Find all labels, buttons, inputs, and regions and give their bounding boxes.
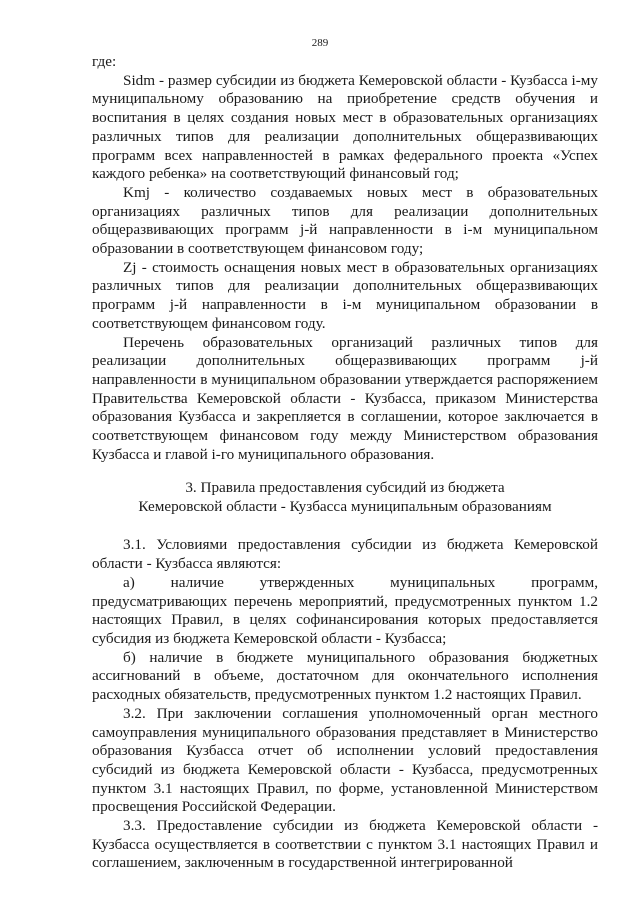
clause-3-2: 3.2. При заключении соглашения уполномоченный орган местного самоуправления муниципального образования представляет в Министерство образования Кузбасса отчет об исполнении условий предоставления субсидий из бюджета Кемеровской области - Кузбасса, предусмотренных пунктом 3.1 настоящих Правил, по форме, установленной Министерством просвещения Российской Федерации. (92, 704, 598, 816)
clause-3-1-b: б) наличие в бюджете муниципального образования бюджетных ассигнований в объеме, достаточном для окончательного исполнения расходных обязательств, предусмотренных пунктом 1.2 настоящих Правил. (92, 648, 598, 704)
section-spacer (92, 516, 598, 536)
paragraph-organizations-list: Перечень образовательных организаций различных типов для реализации дополнительных общеразвивающих программ j-й направленности в муниципальном образовании утверждается распоряжением Правительства Кемеровской области - Кузбасса, приказом Министерства образования Кузбасса и закрепляется в соглашении, которое заключается в соответствующем финансовом году между Министерством образования Кузбасса и главой i-го муниципального образования. (92, 333, 598, 463)
section-3-heading (92, 478, 598, 516)
clause-3-3: 3.3. Предоставление субсидии из бюджета Кемеровской области - Кузбасса осуществляется в соответствии с пунктом 3.1 настоящих Правил и соглашением, заключенным в государственной интегрированной (92, 817, 598, 872)
page-number: 289 (311, 37, 329, 49)
definition-zj: Zj - стоимость оснащения новых мест в образовательных организациях различных типов для реализации дополнительных общеразвивающих программ j-й направленности в i-м муниципальном образовании в соответствующем финансовом году. (92, 258, 598, 332)
section-3-heading-line-2: Кемеровской области - Кузбасса муниципальным образованиям (138, 498, 552, 516)
intro-label-where: где: (92, 53, 117, 70)
clause-3-1-a: а) наличие утвержденных муниципальных программ, предусматривающих перечень мероприятий, предусмотренных пунктом 1.2 настоящих Правил, в целях софинансирования которых предоставляется субсидия из бюджета Кемеровской области - Кузбасса; (92, 573, 598, 647)
definition-sidm: Sidm - размер субсидии из бюджета Кемеровской области - Кузбасса i-му муниципальному образованию на приобретение средств обучения и воспитания в целях создания новых мест в образовательных организациях различных типов для реализации дополнительных общеразвивающих программ всех направленностей в рамках федерального проекта «Успех каждого ребенка» на соответствующий финансовый год; (92, 71, 598, 183)
section-3-heading-line-1: 3. Правила предоставления субсидий из бюджета (185, 479, 505, 497)
clause-3-1: 3.1. Условиями предоставления субсидии из бюджета Кемеровской области - Кузбасса являются: (92, 536, 598, 573)
definition-kmj: Kmj - количество создаваемых новых мест в образовательных организациях различных типов для реализации дополнительных общеразвивающих программ j-й направленности в i-м муниципальном образовании в соответствующем финансовом году; (92, 183, 598, 258)
page-content (92, 53, 598, 873)
